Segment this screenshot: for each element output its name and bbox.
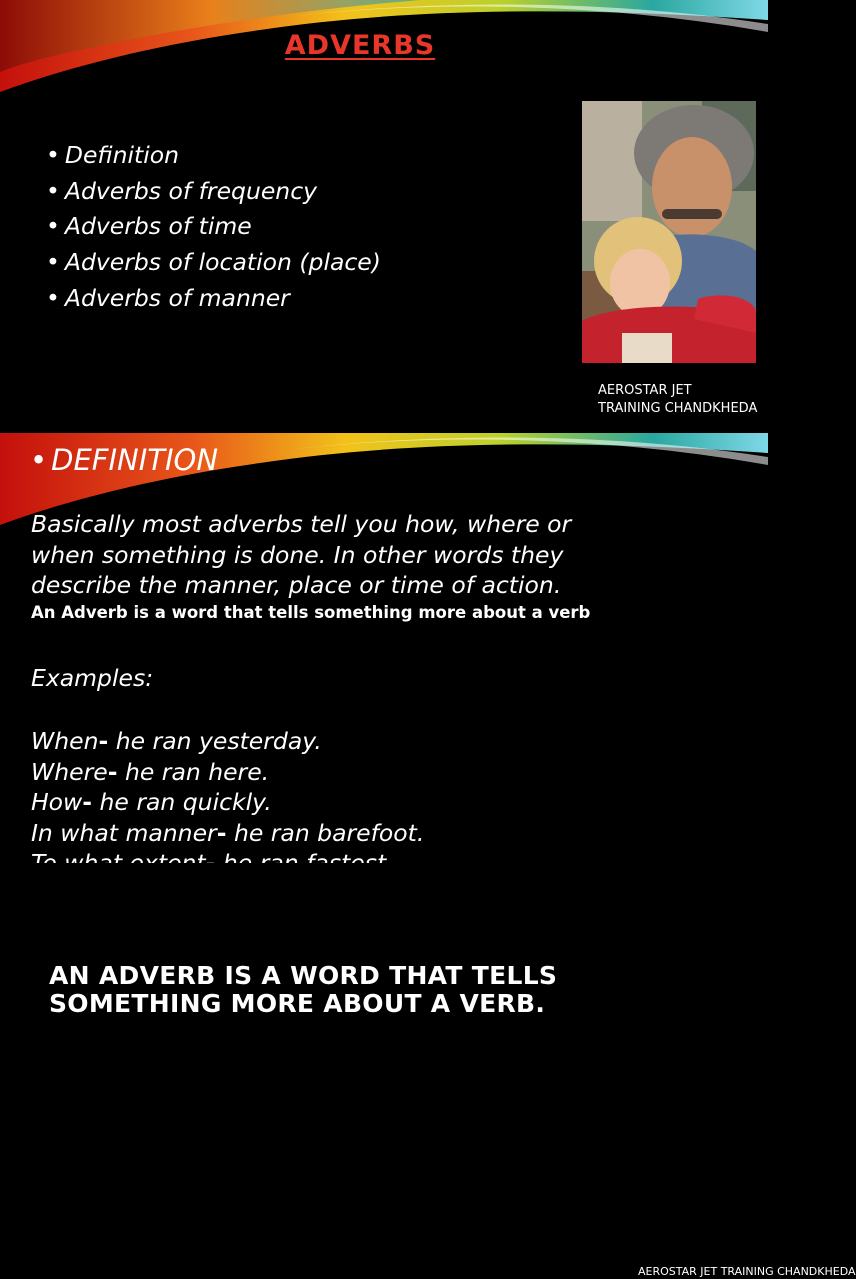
examples-list [31, 726, 424, 879]
father-daughter-photo [582, 101, 756, 363]
organization-caption: AEROSTAR JET TRAINING CHANDKHEDA [598, 383, 758, 416]
slide-1 [0, 0, 768, 433]
example-item: When- he ran yesterday. [31, 727, 322, 755]
topic-item: • Adverbs of location (place) [46, 245, 381, 281]
slide-3 [0, 863, 768, 1024]
topic-item: • Adverbs of frequency [46, 174, 381, 210]
definition-summary: An Adverb is a word that tells something more about a verb [31, 603, 591, 622]
example-item: How- he ran quickly. [31, 788, 272, 816]
example-item: Where- he ran here. [31, 757, 270, 786]
slide-title: ADVERBS [284, 30, 436, 61]
definition-text: Basically most adverbs tell you how, where or when something is done. In other words they describe the manner, place or time of action. [31, 510, 572, 599]
topic-list [46, 138, 381, 317]
examples-label: Examples: [31, 664, 154, 692]
organization-caption: AEROSTAR JET TRAINING CHANDKHEDA [638, 1265, 856, 1278]
definition-heading: • DEFINITION [30, 443, 218, 477]
topic-item: • Adverbs of time [46, 209, 381, 245]
slide-2 [0, 433, 856, 1278]
adverb-statement: AN ADVERB IS A WORD THAT TELLS SOMETHING MORE ABOUT A VERB. [49, 961, 558, 1018]
topic-item: • Adverbs of manner [46, 281, 381, 317]
topic-item: • Definition [46, 138, 381, 174]
example-item: In what manner- he ran barefoot. [31, 818, 425, 847]
